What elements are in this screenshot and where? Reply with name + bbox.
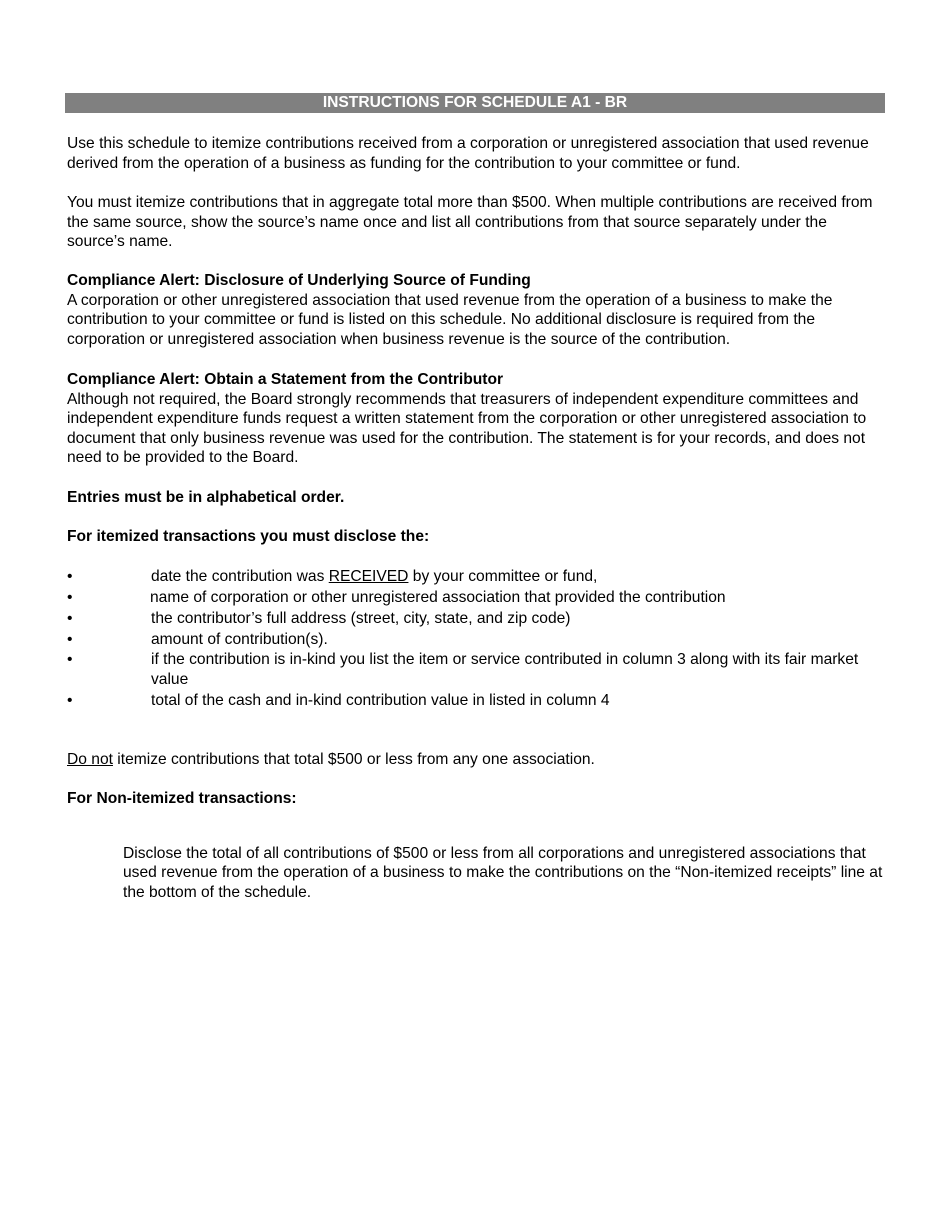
bullet-in-kind: if the contribution is in-kind you list the item or service contributed in column 3 along with its fair market value [151,651,859,688]
alert1-body: A corporation or other unregistered association that used revenue from the operation of a business to make the contribution to your committee or fund is listed on this schedule. No additional disclosure is required from the corporation or unregistered association when business revenue is the source of the contribution. [67,291,833,348]
bullet-icon: • [67,589,73,606]
non-itemized-body: Disclose the total of all contributions of $500 or less from all corporations and unregistered associations that used revenue from the operation of a business to make the contributions on the “Non-itemized receipts” line at the bottom of the schedule. [123,844,883,901]
do-not-underlined: Do not [67,751,113,768]
bullet-icon: • [67,651,73,668]
non-itemized-paragraph [123,828,883,918]
compliance-alert-statement [67,370,887,468]
alert2-heading: Compliance Alert: Obtain a Statement from the Contributor [67,371,504,388]
bullet-icon: • [67,631,73,648]
compliance-alert-disclosure [67,271,887,349]
do-not-itemize-note [67,750,887,770]
bullet-total: total of the cash and in-kind contribution value in listed in column 4 [151,692,610,709]
itemized-heading: For itemized transactions you must disclose the: [67,528,430,545]
alphabetical-note: Entries must be in alphabetical order. [67,489,345,506]
bullet-contributor-name: name of corporation or other unregistered association that provided the contribution [150,589,726,606]
bullet-contributor-address: the contributor’s full address (street, city, state, and zip code) [151,610,571,627]
bullet-icon: • [67,568,73,585]
alert1-heading: Compliance Alert: Disclosure of Underlying Source of Funding [67,272,531,289]
intro-text: Use this schedule to itemize contributions received from a corporation or unregistered association that used revenue derived from the operation of a business as funding for the contribution to your committee or fund. [67,135,869,172]
itemize-rule-paragraph [67,193,887,252]
page-title: INSTRUCTIONS FOR SCHEDULE A1 - BR [65,93,885,113]
do-not-rest: itemize contributions that total $500 or less from any one association. [112,751,595,768]
bullet-date-received [151,567,863,587]
non-itemized-heading: For Non-itemized transactions: [67,790,297,807]
bullet-icon: • [67,692,73,709]
alert2-body: Although not required, the Board strongly recommends that treasurers of independent expenditure committees and independent expenditure funds request a written statement from the corporation or other unregistered association to document that only business revenue was used for the contribution. The statement is for your records, and does not need to be provided to the Board. [67,390,867,467]
received-underlined: RECEIVED [328,568,409,585]
bullet-amount: amount of contribution(s). [151,631,328,648]
bullet-text-part: by your committee or fund, [408,568,598,585]
bullet-icon: • [67,610,73,627]
intro-paragraph [67,134,887,173]
bullet-text-part: date the contribution was [151,568,329,585]
itemize-rule-text: You must itemize contributions that in aggregate total more than $500. When multiple contributions are received from the same source, show the source’s name once and list all contributions from that source separately under the source’s name. [67,194,873,251]
